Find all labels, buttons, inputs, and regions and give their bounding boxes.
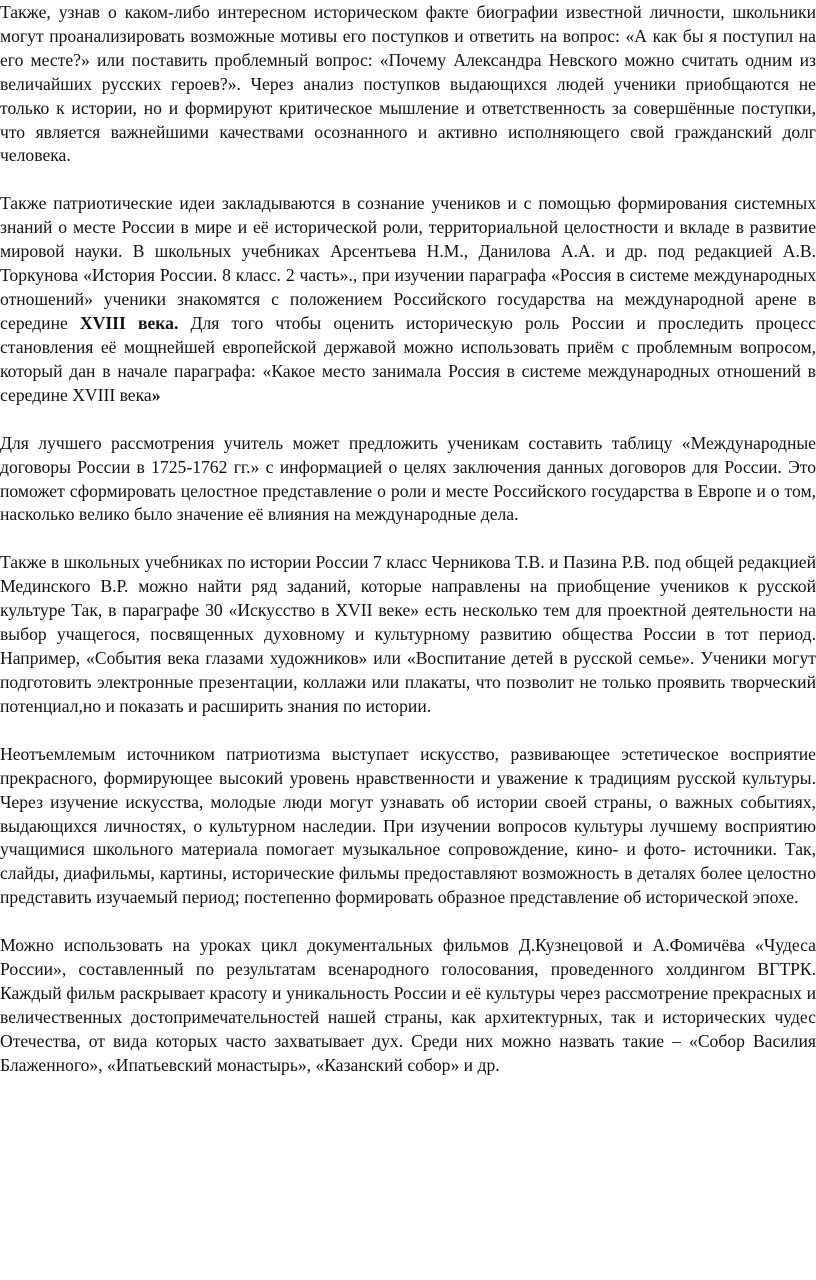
paragraph-2-bold-century: XVIII века.: [79, 312, 179, 333]
paragraph-5: Неотъемлемым источником патриотизма выступает искусство, развивающее эстетическое восприятие прекрасного, формирующее высокий уровень нравственности и уважение к традициям русской культуры. Через изучение искусства, молодые люди могут узнавать об истории своей страны, о важных событиях, выдающихся личностях, о культурном наследии. При изучении вопросов культуры лучшему восприятию учащимися школьного материала помогает музыкальное сопровождение, кино- и фото- источники. Так, слайды, диафильмы, картины, исторические фильмы предоставляют возможность в деталях более целостно представить изучаемый период; постепенно формировать образное представление об исторической эпохе.: [0, 743, 816, 908]
paragraph-2-text-start: Также патриотические идеи закладываются в сознание учеников и с помощью формирования системных знаний о месте России в мире и её исторической роли, территориальной целостности и вкладе в развитие мировой науки. В школьных учебниках Арсентьева Н.М., Данилова А.А. и др. под редакцией А.В. Торкунова «История России. 8 класс. 2 часть»., при изучении параграфа «Россия в системе международных отношений» ученики знакомятся с положением Российского государства на международной арене в середине: [0, 193, 816, 333]
paragraph-4: Также в школьных учебниках по истории России 7 класс Черникова Т.В. и Пазина Р.В. под общей редакцией Мединского В.Р. можно найти ряд заданий, которые направлены на приобщение учеников к русской культуре Так, в параграфе 30 «Искусство в XVII веке» есть несколько тем для проектной деятельности на выбор учащегося, посвященных духовному и культурному развитию общества России в тот период. Например, «События века глазами художников» или «Воспитание детей в русской семье». Ученики могут подготовить электронные презентации, коллажи или плакаты, что позволит не только проявить творческий потенциал,но и показать и расширить знания по истории.: [0, 552, 816, 716]
paragraph-6: Можно использовать на уроках цикл документальных фильмов Д.Кузнецовой и А.Фомичёва «Чудеса России», составленный по результатам всенародного голосования, проведенного холдингом ВГТРК. Каждый фильм раскрывает красоту и уникальность России и её культуры через рассмотрение прекрасных и величественных достопримечательностей нашей страны, как архитектурных, так и исторических чудес Отечества, от вида которых часто захватывает дух. Среди них можно назвать такие – «Собор Василия Блаженного», «Ипатьевский монастырь», «Казанский собор» и др.: [0, 935, 816, 1075]
paragraph-3: Для лучшего рассмотрения учитель может предложить ученикам составить таблицу «Международные договоры России в 1725-1762 гг.» с информацией о целях заключения данных договоров для России. Это поможет сформировать целостное представление о роли и месте Российского государства в Европе и о том, насколько велико было значение её влияния на международные дела.: [0, 432, 816, 525]
paragraph-2: [0, 192, 816, 407]
paragraph-2-closing-quote: »: [151, 384, 161, 405]
paragraph-1: Также, узнав о каком-либо интересном историческом факте биографии известной личности, школьники могут проанализировать возможные мотивы его поступков и ответить на вопрос: «А как бы я поступил на его месте?» или поставить проблемный вопрос: «Почему Александра Невского можно считать одним из величайших русских героев?». Через анализ поступков выдающихся людей ученики приобщаются не только к истории, но и формируют критическое мышление и ответственность за совершённые поступки, что является важнейшими качествами осознанного и активно исполняющего свой гражданский долг человека.: [0, 2, 816, 166]
paragraph-2-text-end: Для того чтобы оценить историческую роль России и проследить процесс становления её мощнейшей европейской державой можно использовать приём с проблемным вопросом, который дан в начале параграфа: «Какое место занимала Россия в системе международных отношений в середине XVIII века: [0, 312, 816, 405]
